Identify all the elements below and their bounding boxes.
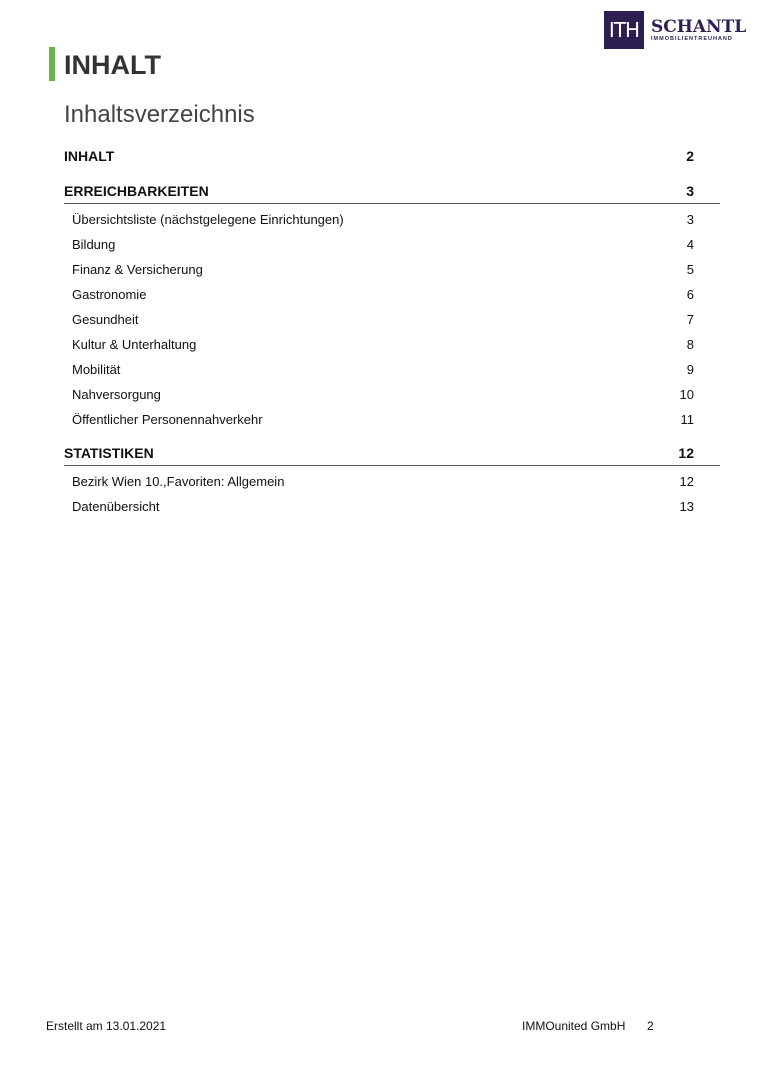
footer-created: Erstellt am 13.01.2021 bbox=[46, 1019, 167, 1033]
toc-entry[interactable] bbox=[72, 412, 694, 427]
toc-page-number: 6 bbox=[686, 287, 694, 302]
page-title: INHALT bbox=[64, 50, 161, 80]
toc-entry[interactable] bbox=[72, 312, 694, 327]
toc-label: ERREICHBARKEITEN bbox=[64, 183, 209, 199]
toc-page-number: 3 bbox=[686, 183, 694, 199]
toc-entry[interactable] bbox=[72, 474, 694, 489]
toc-label: Datenübersicht bbox=[72, 499, 160, 514]
toc-label: Kultur & Unterhaltung bbox=[72, 337, 197, 352]
toc-page-number: 4 bbox=[686, 237, 694, 252]
toc-section[interactable] bbox=[64, 148, 694, 164]
toc-entry[interactable] bbox=[72, 212, 694, 227]
toc-entry[interactable] bbox=[72, 262, 694, 277]
toc-label: Bezirk Wien 10.,Favoriten: Allgemein bbox=[72, 474, 285, 489]
toc-page-number: 2 bbox=[686, 148, 694, 164]
toc-label: STATISTIKEN bbox=[64, 445, 154, 461]
page-subtitle: Inhaltsverzeichnis bbox=[64, 101, 255, 128]
toc-page-number: 13 bbox=[679, 499, 694, 514]
toc-page-number: 10 bbox=[679, 387, 694, 402]
toc-section[interactable] bbox=[64, 445, 694, 461]
logo-name: SCHANTL bbox=[651, 17, 747, 37]
section-divider bbox=[64, 465, 720, 466]
logo-tagline: IMMOBILIENTREUHAND bbox=[651, 36, 733, 42]
toc-label: Gastronomie bbox=[72, 287, 147, 302]
toc-label: Bildung bbox=[72, 237, 116, 252]
toc-entry[interactable] bbox=[72, 237, 694, 252]
toc-entry[interactable] bbox=[72, 387, 694, 402]
toc-page-number: 7 bbox=[686, 312, 694, 327]
toc-page-number: 8 bbox=[686, 337, 694, 352]
section-divider bbox=[64, 203, 720, 204]
company-logo bbox=[604, 11, 746, 49]
toc-page-number: 12 bbox=[679, 474, 694, 489]
footer-company: IMMOunited GmbH bbox=[522, 1019, 626, 1033]
toc-page-number: 5 bbox=[686, 262, 694, 277]
title-accent-bar bbox=[49, 47, 55, 81]
toc-entry[interactable] bbox=[72, 287, 694, 302]
toc-page-number: 12 bbox=[678, 445, 694, 461]
toc-page-number: 11 bbox=[680, 412, 694, 427]
toc-label: Nahversorgung bbox=[72, 387, 161, 402]
toc-entry[interactable] bbox=[72, 499, 694, 514]
toc-label: Öffentlicher Personennahverkehr bbox=[72, 412, 263, 427]
toc-label: INHALT bbox=[64, 148, 115, 164]
toc-entry[interactable] bbox=[72, 337, 694, 352]
toc-label: Mobilität bbox=[72, 362, 121, 377]
toc-section[interactable] bbox=[64, 183, 694, 199]
toc-entry[interactable] bbox=[72, 362, 694, 377]
toc-label: Übersichtsliste (nächstgelegene Einrichtungen) bbox=[72, 212, 344, 227]
toc-label: Gesundheit bbox=[72, 312, 139, 327]
footer-page-number: 2 bbox=[647, 1019, 654, 1033]
toc-label: Finanz & Versicherung bbox=[72, 262, 203, 277]
toc-page-number: 9 bbox=[686, 362, 694, 377]
logo-mark: ITH bbox=[604, 11, 644, 49]
toc-page-number: 3 bbox=[686, 212, 694, 227]
